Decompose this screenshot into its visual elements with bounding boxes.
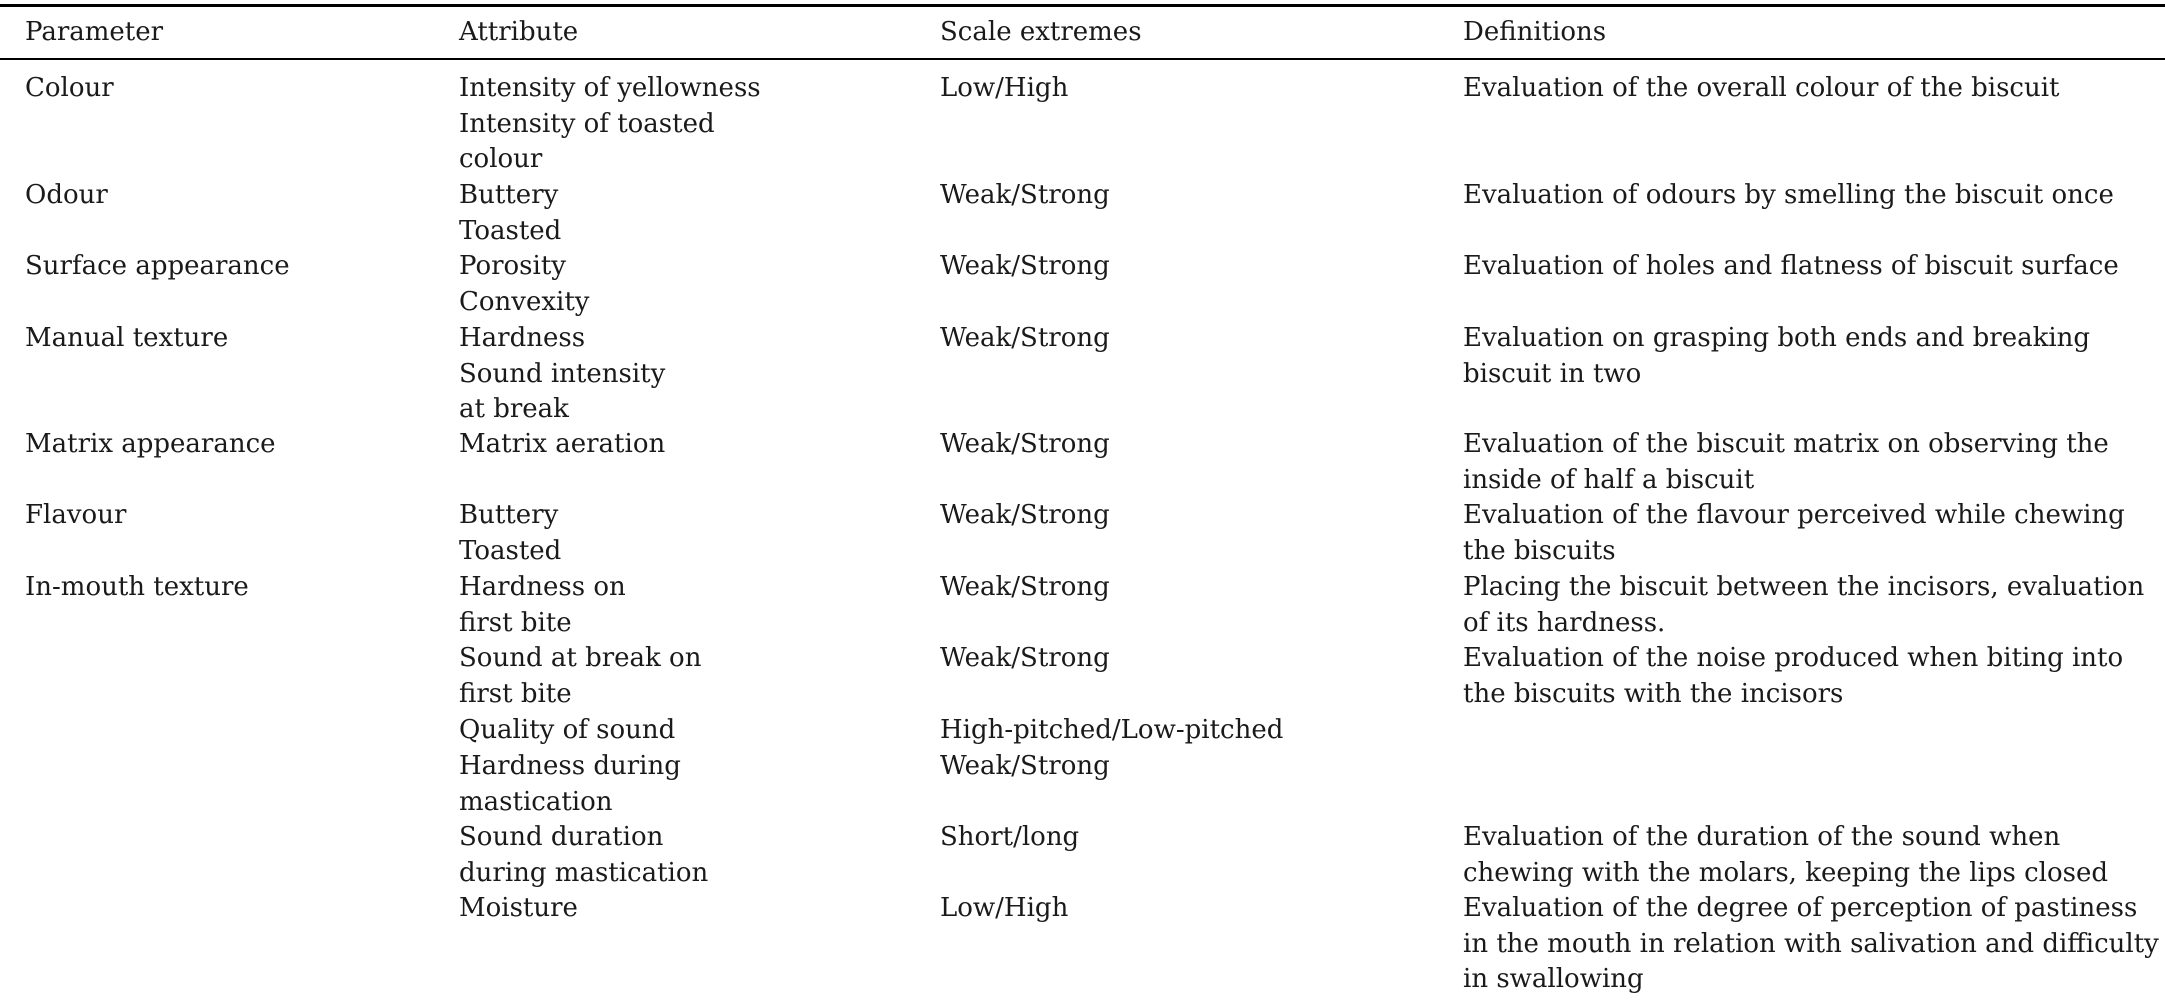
cell-scale: Weak/Strong — [940, 751, 1110, 781]
cell-attributes: mastication — [459, 787, 613, 817]
cell-attributes: Sound duration — [459, 822, 664, 852]
cell-definition: Evaluation on grasping both ends and breaking — [1463, 323, 2091, 353]
cell-attributes: Toasted — [459, 536, 562, 566]
cell-scale: Weak/Strong — [940, 572, 1110, 602]
cell-attributes: Matrix aeration — [459, 429, 666, 459]
cell-definition: Evaluation of the duration of the sound when — [1463, 822, 2061, 852]
cell-attributes: at break — [459, 394, 569, 424]
cell-attributes: Buttery — [459, 500, 559, 530]
cell-definition: biscuit in two — [1463, 359, 1642, 389]
cell-definition: Evaluation of the overall colour of the biscuit — [1463, 73, 2060, 103]
cell-scale: Weak/Strong — [940, 180, 1110, 210]
cell-definition: inside of half a biscuit — [1463, 465, 1755, 495]
cell-attributes: Hardness during — [459, 751, 681, 781]
cell-scale: Weak/Strong — [940, 251, 1110, 281]
cell-attributes: Buttery — [459, 180, 559, 210]
cell-parameter: Surface appearance — [25, 251, 290, 281]
cell-attributes: colour — [459, 144, 543, 174]
cell-attributes: Intensity of yellowness — [459, 73, 761, 103]
cell-scale: Low/High — [940, 893, 1069, 923]
cell-attributes: Toasted — [459, 216, 562, 246]
cell-parameter: Odour — [25, 180, 108, 210]
cell-parameter: In-mouth texture — [25, 572, 249, 602]
table-top-rule — [0, 4, 2165, 7]
cell-attributes: first bite — [459, 679, 572, 709]
cell-parameter: Colour — [25, 73, 114, 103]
cell-scale: Short/long — [940, 822, 1080, 852]
cell-scale: Weak/Strong — [940, 429, 1110, 459]
cell-attributes: Moisture — [459, 893, 578, 923]
cell-attributes: Sound at break on — [459, 643, 702, 673]
cell-scale: Low/High — [940, 73, 1069, 103]
cell-definition: Evaluation of holes and flatness of biscuit surface — [1463, 251, 2119, 281]
cell-attributes: Quality of sound — [459, 715, 676, 745]
cell-attributes: Hardness on — [459, 572, 626, 602]
cell-attributes: Sound intensity — [459, 359, 666, 389]
cell-definition: Evaluation of the biscuit matrix on observing the — [1463, 429, 2109, 459]
cell-attributes: Porosity — [459, 251, 566, 281]
cell-definition: in swallowing — [1463, 964, 1644, 994]
cell-scale: Weak/Strong — [940, 323, 1110, 353]
header-scale-extremes: Scale extremes — [940, 17, 1142, 47]
table-header-rule — [0, 58, 2165, 60]
cell-definition: of its hardness. — [1463, 608, 1666, 638]
cell-attributes: Hardness — [459, 323, 586, 353]
cell-attributes: first bite — [459, 608, 572, 638]
cell-parameter: Matrix appearance — [25, 429, 276, 459]
header-attribute: Attribute — [459, 17, 579, 47]
cell-definition: in the mouth in relation with salivation and difficulty — [1463, 929, 2159, 959]
cell-scale: Weak/Strong — [940, 500, 1110, 530]
header-parameter: Parameter — [25, 17, 164, 47]
cell-definition: Evaluation of the degree of perception of pastiness — [1463, 893, 2138, 923]
cell-definition: Placing the biscuit between the incisors, evaluation — [1463, 572, 2145, 602]
cell-attributes: Convexity — [459, 287, 590, 317]
cell-definition: Evaluation of odours by smelling the biscuit once — [1463, 180, 2114, 210]
cell-attributes: during mastication — [459, 858, 709, 888]
cell-attributes: Intensity of toasted — [459, 109, 715, 139]
cell-definition: the biscuits with the incisors — [1463, 679, 1844, 709]
cell-definition: Evaluation of the noise produced when biting into — [1463, 643, 2124, 673]
cell-scale: High-pitched/Low-pitched — [940, 715, 1284, 745]
cell-definition: Evaluation of the flavour perceived while chewing — [1463, 500, 2125, 530]
cell-definition: the biscuits — [1463, 536, 1616, 566]
header-definitions: Definitions — [1463, 17, 1607, 47]
cell-parameter: Manual texture — [25, 323, 229, 353]
cell-parameter: Flavour — [25, 500, 127, 530]
cell-definition: chewing with the molars, keeping the lips closed — [1463, 858, 2108, 888]
cell-scale: Weak/Strong — [940, 643, 1110, 673]
